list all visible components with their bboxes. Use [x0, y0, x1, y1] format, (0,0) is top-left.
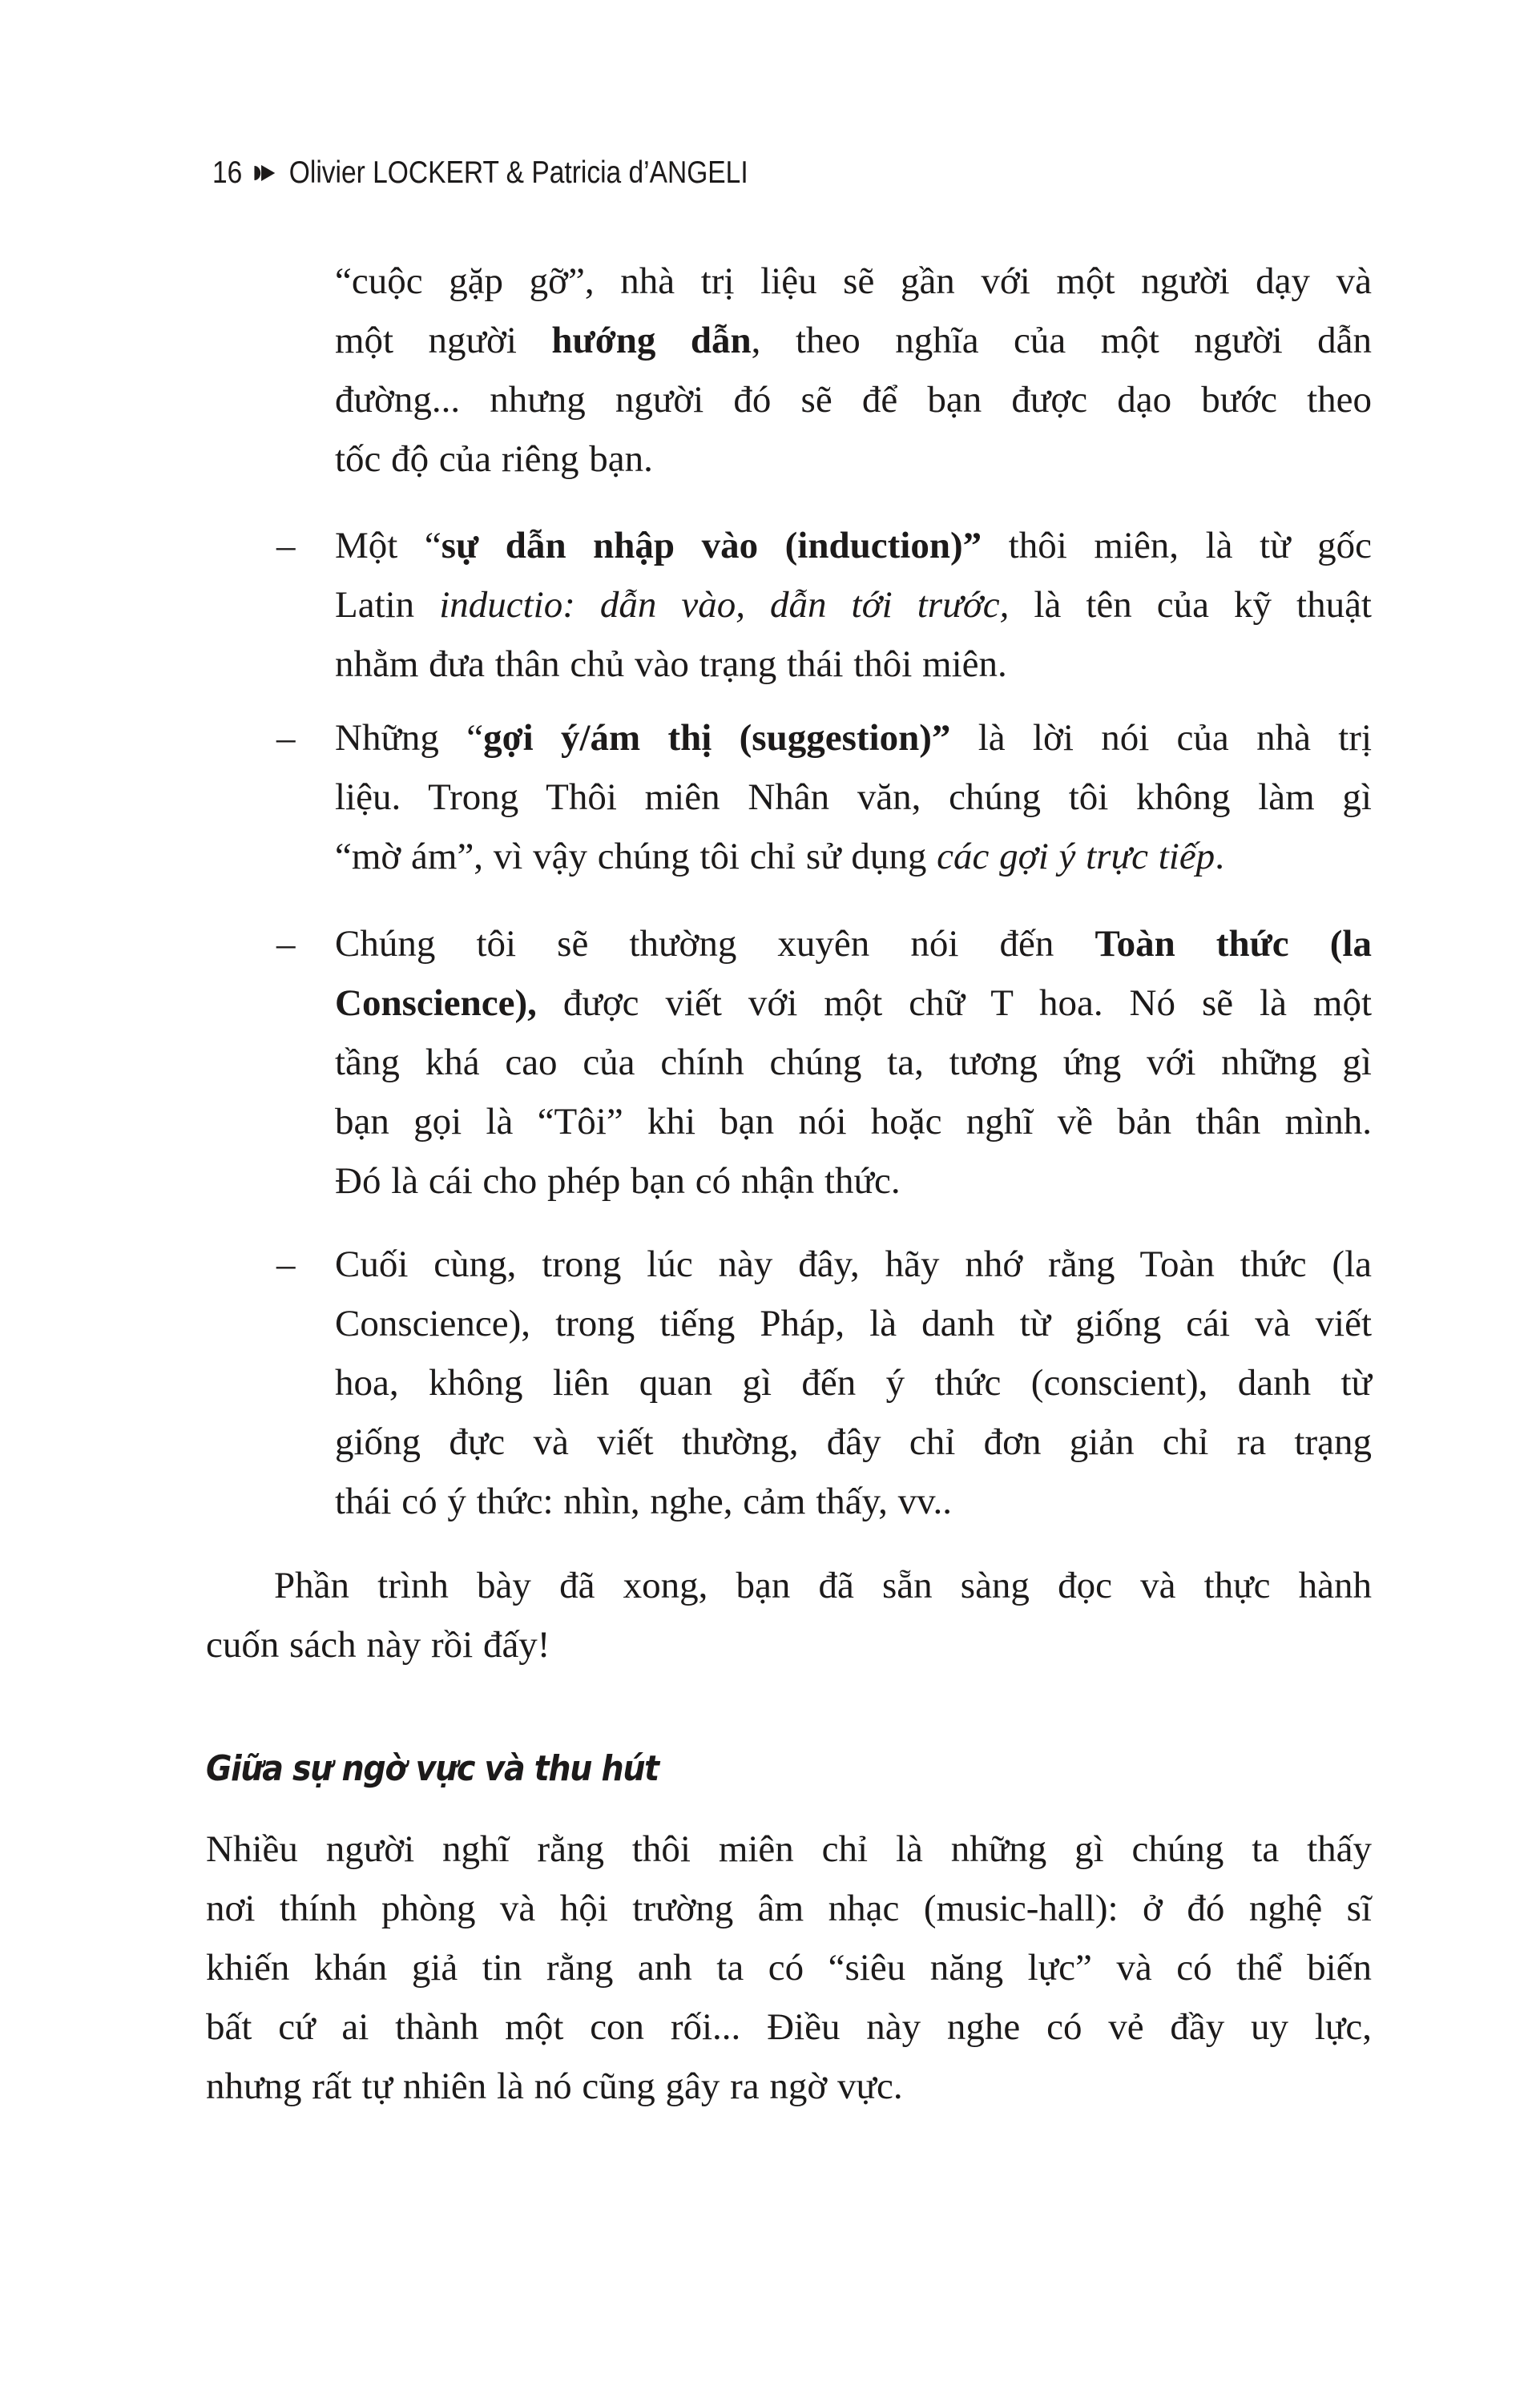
- text-run: Một “: [335, 525, 441, 566]
- text-run: là tên của kỹ thuật: [1009, 584, 1372, 626]
- text-line: [335, 708, 1372, 768]
- text-run: liệu. Trong Thôi miên Nhân văn, chúng tôi không làm gì: [335, 776, 1372, 818]
- text-run: một người: [335, 320, 552, 361]
- bold-text: gợi ý/ám thị (suggestion)”: [483, 717, 951, 759]
- text-line: [335, 429, 1372, 489]
- running-header-authors: Olivier LOCKERT & Patricia d’ANGELI: [288, 155, 748, 190]
- dash-bullet: –: [276, 1243, 296, 1285]
- text-line: [335, 1353, 1372, 1413]
- dash-bullet: –: [276, 923, 296, 965]
- text-line: [335, 1294, 1372, 1353]
- text-run: , theo nghĩa của một người dẫn: [751, 320, 1372, 361]
- text-line: [206, 1938, 1372, 1997]
- dash-bullet: –: [276, 717, 296, 759]
- text-run: khiến khán giả tin rằng anh ta có “siêu năng lực” và có thể biến: [206, 1947, 1372, 1989]
- bold-text: Conscience),: [335, 982, 537, 1024]
- text-line: [206, 1615, 1372, 1675]
- double-arrow-icon: [253, 164, 276, 182]
- text-line: [335, 516, 1372, 575]
- section-heading: Giữa sự ngờ vực và thu hút: [206, 1748, 659, 1789]
- text-run: nơi thính phòng và hội trường âm nhạc (music-hall): ở đó nghệ sĩ: [206, 1888, 1372, 1929]
- text-line: [335, 768, 1372, 827]
- text-line: [206, 1997, 1372, 2057]
- list-item-text: [335, 914, 1372, 1211]
- text-line: [206, 1879, 1372, 1938]
- text-line: [206, 1556, 1372, 1615]
- text-run: đường... nhưng người đó sẽ để bạn được dạo bước theo: [335, 379, 1372, 421]
- text-run: Phần trình bày đã xong, bạn đã sẵn sàng đọc và thực hành: [274, 1565, 1372, 1606]
- text-run: Conscience), trong tiếng Pháp, là danh từ giống cái và viết: [335, 1303, 1372, 1344]
- text-line: [335, 635, 1372, 694]
- list-item-text: [335, 1235, 1372, 1531]
- text-run: “mờ ám”, vì vậy chúng tôi chỉ sử dụng: [335, 836, 937, 877]
- text-line: [335, 1413, 1372, 1472]
- italic-text: các gợi ý trực tiếp: [937, 836, 1215, 877]
- text-run: Chúng tôi sẽ thường xuyên nói đến: [335, 923, 1095, 965]
- text-run: nhưng rất tự nhiên là nó cũng gây ra ngờ vực.: [206, 2066, 903, 2107]
- text-run: Những “: [335, 717, 484, 759]
- intro-continuation: [335, 252, 1372, 489]
- list-item-text: [335, 516, 1372, 694]
- bold-text: Toàn thức (la: [1095, 923, 1372, 965]
- text-run: .: [1215, 836, 1224, 877]
- bold-text: sự dẫn nhập vào (induction)”: [441, 525, 982, 566]
- text-line: [335, 827, 1372, 886]
- text-run: thôi miên, là từ gốc: [982, 525, 1372, 566]
- text-run: là lời nói của nhà trị: [950, 717, 1373, 759]
- bold-text: hướng dẫn: [551, 320, 752, 361]
- text-run: Cuối cùng, trong lúc này đây, hãy nhớ rằng Toàn thức (la: [335, 1243, 1372, 1285]
- text-line: [335, 1235, 1372, 1294]
- italic-text: inductio: dẫn vào, dẫn tới trước,: [439, 584, 1010, 626]
- list-item-text: [335, 708, 1372, 886]
- text-run: bạn gọi là “Tôi” khi bạn nói hoặc nghĩ về bản thân mình.: [335, 1101, 1372, 1143]
- text-line: [206, 2057, 1372, 2116]
- text-line: [335, 914, 1372, 973]
- text-run: giống đực và viết thường, đây chỉ đơn giản chỉ ra trạng: [335, 1421, 1372, 1463]
- running-header: [212, 154, 748, 192]
- text-line: [335, 370, 1372, 429]
- text-run: tốc độ của riêng bạn.: [335, 438, 653, 480]
- text-run: nhằm đưa thân chủ vào trạng thái thôi miên.: [335, 643, 1007, 685]
- text-line: [335, 311, 1372, 370]
- text-run: tầng khá cao của chính chúng ta, tương ứng với những gì: [335, 1042, 1372, 1083]
- text-line: [335, 973, 1372, 1033]
- text-run: hoa, không liên quan gì đến ý thức (conscient), danh từ: [335, 1362, 1372, 1404]
- text-run: “cuộc gặp gỡ”, nhà trị liệu sẽ gần với một người dạy và: [335, 260, 1372, 302]
- text-run: thái có ý thức: nhìn, nghe, cảm thấy, vv..: [335, 1481, 953, 1522]
- text-line: [335, 252, 1372, 311]
- text-run: được viết với một chữ T hoa. Nó sẽ là một: [536, 982, 1372, 1024]
- text-run: cuốn sách này rồi đấy!: [206, 1624, 550, 1666]
- text-run: Latin: [335, 584, 440, 626]
- text-line: [335, 1092, 1372, 1151]
- text-run: Đó là cái cho phép bạn có nhận thức.: [335, 1160, 901, 1202]
- dash-bullet: –: [276, 525, 296, 566]
- text-run: bất cứ ai thành một con rối... Điều này nghe có vẻ đầy uy lực,: [206, 2006, 1372, 2048]
- text-run: Nhiều người nghĩ rằng thôi miên chỉ là những gì chúng ta thấy: [206, 1828, 1372, 1870]
- text-line: [335, 1033, 1372, 1092]
- text-line: [335, 575, 1372, 635]
- text-line: [335, 1472, 1372, 1531]
- closing-paragraph: [206, 1556, 1372, 1675]
- text-line: [335, 1151, 1372, 1211]
- section-paragraph: [206, 1820, 1372, 2116]
- text-line: [206, 1820, 1372, 1879]
- page-number: 16: [212, 155, 243, 190]
